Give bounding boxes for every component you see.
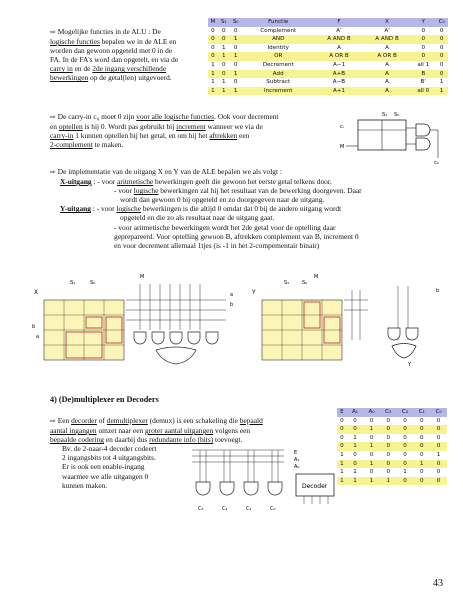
- alu-col-f: F: [315, 18, 363, 27]
- alu-table-row: [208, 35, 448, 44]
- alu-table-cell: Complement: [242, 27, 315, 36]
- demux-paragraph: ⇨ Een decorder of demultiplexer (demux) is een schakeling die bepaald aantal ingangen omzet naar een groter aantal uitgangen volgens een bepaalde codering en daarbij dus redundante info (bits) toevoegt. Bv. de 2-naar-4 decoder codeert 2 ingangsbits tot 4 uitgangsbits. Er is ook een enable-ingang waarmee we alle uitgangen 0 kunnen maken.: [50, 416, 263, 490]
- yc-label-s1: S₁: [284, 280, 290, 286]
- xc-label-a-right: a: [230, 292, 234, 298]
- decoder-table-cell: 0: [380, 460, 397, 469]
- decoder-truth-table: [337, 408, 447, 485]
- alu-table-cell: 1: [218, 52, 230, 61]
- alu-table-cell: OR: [242, 52, 315, 61]
- decoder-table-cell: 0: [413, 477, 430, 486]
- dec-col-c3: C₃: [380, 408, 397, 417]
- yc-label-s0: S₀: [302, 280, 308, 286]
- alu-function-table: [208, 18, 448, 95]
- alu-table-cell: 0: [435, 70, 448, 79]
- alu-table-cell: 0: [218, 27, 230, 36]
- alu-table-cell: B': [411, 78, 435, 87]
- fa-label-s0: S₀: [394, 112, 400, 118]
- alu-table-cell: 1: [208, 78, 218, 87]
- decoder-table-cell: 0: [347, 460, 364, 469]
- decoder-gate-circuit: [186, 446, 286, 512]
- alu-table-cell: 1: [230, 87, 242, 96]
- db-label-a0: A₀: [294, 464, 300, 470]
- alu-table-row: [208, 70, 448, 79]
- decoder-table-cell: 0: [430, 442, 447, 451]
- decoder-table-cell: 1: [363, 460, 380, 469]
- alu-table-cell: 1: [435, 78, 448, 87]
- y-output-circuit: [248, 270, 453, 368]
- decoder-table-cell: 0: [347, 417, 364, 426]
- alu-col-s1: S₁: [218, 18, 230, 27]
- fa-label-ci: cᵢ: [340, 124, 344, 130]
- decoder-table-cell: 0: [413, 468, 430, 477]
- decoder-table-cell: 0: [363, 434, 380, 443]
- intro-paragraph: ⇨ Mogelijke functies in de ALU : De logische functies bepalen we in de ALE en worden dan gewoon opgeteld met 0 in de FA. In de FA's word dan opgetelt, en via de carry in en de 2de ingang verschillende bewerkingen op de getal(len) uitgevoerd.: [50, 27, 179, 83]
- alu-table-cell: 0: [230, 27, 242, 36]
- dec-col-c0: C₀: [430, 408, 447, 417]
- decoder-table-cell: 1: [363, 477, 380, 486]
- alu-table-cell: A: [363, 61, 411, 70]
- yc-label-m: M: [314, 274, 319, 280]
- full-adder-diagram: [338, 108, 448, 166]
- yc-label-y-out: Y: [408, 362, 412, 368]
- alu-table-cell: A AND B: [315, 35, 363, 44]
- alu-table-cell: 1: [208, 61, 218, 70]
- alu-table-cell: 0: [208, 35, 218, 44]
- decoder-table-cell: 0: [397, 425, 414, 434]
- alu-table-cell: AND: [242, 35, 315, 44]
- dec-col-a1: A₁: [347, 408, 364, 417]
- alu-table-cell: A': [315, 27, 363, 36]
- xc-label-m: M: [140, 274, 145, 280]
- alu-table-row: [208, 27, 448, 36]
- alu-table-row: [208, 44, 448, 53]
- yc-label-y: Y: [252, 289, 256, 296]
- dec-col-a0: A₀: [363, 408, 380, 417]
- alu-table-cell: all 1: [411, 61, 435, 70]
- decoder-table-row: [337, 425, 447, 434]
- alu-table-cell: A−B: [315, 78, 363, 87]
- decoder-table-cell: 0: [337, 442, 347, 451]
- xc-label-x: X: [34, 289, 39, 296]
- arrow-icon: ⇨: [50, 168, 56, 176]
- alu-table-cell: 0: [411, 35, 435, 44]
- dec-col-e: E: [337, 408, 347, 417]
- alu-table-cell: Increment: [242, 87, 315, 96]
- alu-table-cell: A OR B: [315, 52, 363, 61]
- decoder-table-cell: 1: [337, 451, 347, 460]
- xc-label-a: a: [36, 334, 40, 340]
- alu-table-cell: A: [363, 78, 411, 87]
- page-number: 43: [433, 578, 443, 589]
- alu-col-x: X: [363, 18, 411, 27]
- decoder-table-cell: 0: [363, 417, 380, 426]
- carry-paragraph: ⇨ De carry-in c₀ moet 0 zijn voor alle logische functies. Ook voor decrement en optellen is hij 0. Wordt pas gebruikt bij increment wanneer we via de carry-in 1 kunnen optellen bij het getal, en om hij het aftrekken een 2-complement te maken.: [50, 112, 279, 150]
- decoder-table-cell: 0: [413, 434, 430, 443]
- decoder-table-cell: 0: [337, 434, 347, 443]
- decoder-table-cell: 1: [347, 477, 364, 486]
- alu-col-c0: C₀: [435, 18, 448, 27]
- decoder-table-cell: 0: [397, 434, 414, 443]
- decoder-block: [290, 446, 340, 512]
- fa-label-s1: S₁: [382, 112, 388, 118]
- decoder-table-row: [337, 434, 447, 443]
- alu-table-cell: A AND B: [363, 35, 411, 44]
- decoder-table-row: [337, 442, 447, 451]
- decoder-table-cell: 0: [430, 477, 447, 486]
- alu-table-cell: 0: [411, 27, 435, 36]
- decoder-table-cell: 1: [380, 477, 397, 486]
- alu-table-cell: Decrement: [242, 61, 315, 70]
- alu-table-cell: 1: [208, 87, 218, 96]
- alu-table-cell: A+B: [315, 70, 363, 79]
- alu-table-cell: 1: [208, 70, 218, 79]
- db-label-a1: A₁: [294, 457, 300, 463]
- yc-label-b-right: b: [436, 288, 440, 294]
- dg-label-c3: C₃: [198, 506, 204, 512]
- alu-table-cell: 1: [230, 70, 242, 79]
- decoder-table-cell: 0: [380, 434, 397, 443]
- alu-col-s0: S₀: [230, 18, 242, 27]
- decoder-table-cell: 0: [430, 417, 447, 426]
- alu-table-cell: 0: [435, 44, 448, 53]
- decoder-table-cell: 1: [347, 468, 364, 477]
- decoder-table-cell: 0: [337, 425, 347, 434]
- decoder-table-cell: 0: [413, 442, 430, 451]
- arrow-icon: ⇨: [50, 113, 56, 121]
- alu-table-cell: A: [363, 44, 411, 53]
- decoder-table-cell: 1: [413, 460, 430, 469]
- alu-table-cell: Identity: [242, 44, 315, 53]
- alu-col-functie: Functie: [242, 18, 315, 27]
- xc-label-b-right: b: [230, 302, 234, 308]
- fa-label-m: M: [340, 144, 345, 150]
- decoder-table-cell: 0: [380, 417, 397, 426]
- alu-table-cell: A: [315, 44, 363, 53]
- decoder-table-cell: 1: [363, 425, 380, 434]
- decoder-table-cell: 0: [430, 468, 447, 477]
- alu-table-cell: 0: [208, 44, 218, 53]
- decoder-table-row: [337, 460, 447, 469]
- decoder-table-cell: 0: [347, 425, 364, 434]
- alu-table-cell: A': [363, 27, 411, 36]
- alu-table-header: [208, 18, 448, 27]
- decoder-table-cell: 0: [397, 451, 414, 460]
- alu-table-cell: 1: [218, 44, 230, 53]
- alu-table-cell: all 0: [411, 87, 435, 96]
- decoder-table-cell: 0: [397, 460, 414, 469]
- alu-col-y: Y: [411, 18, 435, 27]
- alu-table-cell: 0: [230, 61, 242, 70]
- alu-table-cell: 0: [230, 44, 242, 53]
- alu-table-row: [208, 61, 448, 70]
- alu-table-row: [208, 78, 448, 87]
- decoder-table-cell: 1: [337, 468, 347, 477]
- arrow-icon: ⇨: [50, 417, 56, 425]
- arrow-icon: ⇨: [50, 28, 56, 36]
- xc-label-b: b: [32, 324, 36, 330]
- dg-label-c0: C₀: [270, 506, 276, 512]
- y-karnaugh-map: [262, 300, 342, 360]
- decoder-table-cell: 1: [337, 460, 347, 469]
- alu-table-row: [208, 87, 448, 96]
- decoder-table-cell: 0: [337, 417, 347, 426]
- section-title: 4) (De)multiplexer en Decoders: [50, 395, 159, 404]
- alu-table-cell: 0: [230, 78, 242, 87]
- decoder-table-cell: 0: [397, 477, 414, 486]
- alu-table-cell: 1: [218, 87, 230, 96]
- decoder-table-cell: 0: [430, 460, 447, 469]
- decoder-table-cell: 0: [347, 451, 364, 460]
- decoder-table-cell: 1: [397, 468, 414, 477]
- decoder-table-cell: 0: [397, 442, 414, 451]
- alu-table-cell: 0: [435, 52, 448, 61]
- decoder-table-cell: 1: [337, 477, 347, 486]
- dec-col-c2: C₂: [397, 408, 414, 417]
- alu-table-cell: 1: [218, 78, 230, 87]
- decoder-table-cell: 0: [363, 468, 380, 477]
- decoder-table-row: [337, 417, 447, 426]
- alu-table-cell: A OR B: [363, 52, 411, 61]
- decoder-table-cell: 1: [347, 434, 364, 443]
- alu-table-cell: 0: [218, 61, 230, 70]
- decoder-table-cell: 0: [397, 417, 414, 426]
- decoder-table-row: [337, 468, 447, 477]
- alu-table-cell: 1: [435, 87, 448, 96]
- alu-table-cell: 0: [435, 61, 448, 70]
- decoder-table-cell: 0: [380, 451, 397, 460]
- dec-col-c1: C₁: [413, 408, 430, 417]
- fa-label-co: c₀: [434, 160, 439, 166]
- impl-paragraph: ⇨ De implementatie van de uitgang X en Y van de ALE bepalen we als volgt : X-uitgang : - voor aritmetische bewerkingen geeft die gewoon het eerste getal telkens door. - voor logische bewerkingen zal hij het resultaat van de bewerking doorgeven. Daar wordt dan gewoon 0 bij opgeteld en zo doorgegeven naar de uitgang. Y-uitgang : - voor logische bewerkingen is die altijd 0 omdat dat 0 bij de andere uitgang wordt opgeteld en die zo als resultaat naar de uitgang gaat. - voor aritmetische bewerkingen wordt het 2de getal voor de optelling daar geprepareerd. Voor optelling gewoon B, aftrekken complement van B, increment 0 en voor decrement allemaal 1tjes (is -1 in het 2-compementair binair): [50, 167, 362, 250]
- alu-table-cell: A+1: [315, 87, 363, 96]
- alu-table-cell: 0: [411, 52, 435, 61]
- decoder-table-cell: 1: [430, 451, 447, 460]
- decoder-table-cell: 0: [380, 442, 397, 451]
- x-output-circuit: [30, 270, 240, 368]
- alu-table-cell: Add: [242, 70, 315, 79]
- alu-table-cell: 0: [435, 27, 448, 36]
- alu-table-cell: 0: [208, 52, 218, 61]
- alu-table-cell: 0: [218, 70, 230, 79]
- decoder-table-row: [337, 477, 447, 486]
- db-label-e: E: [294, 450, 298, 456]
- alu-table-cell: 0: [208, 27, 218, 36]
- alu-table-cell: 0: [218, 35, 230, 44]
- alu-table-cell: A: [363, 87, 411, 96]
- alu-table-cell: A: [363, 70, 411, 79]
- decoder-table-cell: 0: [380, 468, 397, 477]
- dg-label-c1: C₁: [246, 506, 252, 512]
- decoder-table-row: [337, 451, 447, 460]
- alu-table-cell: B: [411, 70, 435, 79]
- decoder-table-cell: 0: [430, 425, 447, 434]
- alu-table-cell: 1: [230, 35, 242, 44]
- alu-table-cell: 1: [230, 52, 242, 61]
- dg-label-c2: C₂: [222, 506, 228, 512]
- alu-table-cell: A−1: [315, 61, 363, 70]
- decoder-table-cell: 0: [380, 425, 397, 434]
- decoder-table-cell: 1: [363, 442, 380, 451]
- xc-label-s1: S₁: [70, 280, 76, 286]
- alu-table-cell: 0: [411, 44, 435, 53]
- decoder-table-header: [337, 408, 447, 417]
- xc-label-s0: S₀: [90, 280, 96, 286]
- alu-table-cell: Subtract: [242, 78, 315, 87]
- decoder-table-cell: 0: [413, 451, 430, 460]
- decoder-table-cell: 0: [413, 425, 430, 434]
- decoder-table-cell: 0: [430, 434, 447, 443]
- alu-table-cell: 0: [435, 35, 448, 44]
- alu-col-m: M: [208, 18, 218, 27]
- x-karnaugh-map: [32, 300, 124, 360]
- decoder-label: Decoder: [302, 483, 328, 490]
- decoder-table-cell: 1: [347, 442, 364, 451]
- decoder-table-cell: 0: [413, 417, 430, 426]
- decoder-table-cell: 0: [363, 451, 380, 460]
- alu-table-row: [208, 52, 448, 61]
